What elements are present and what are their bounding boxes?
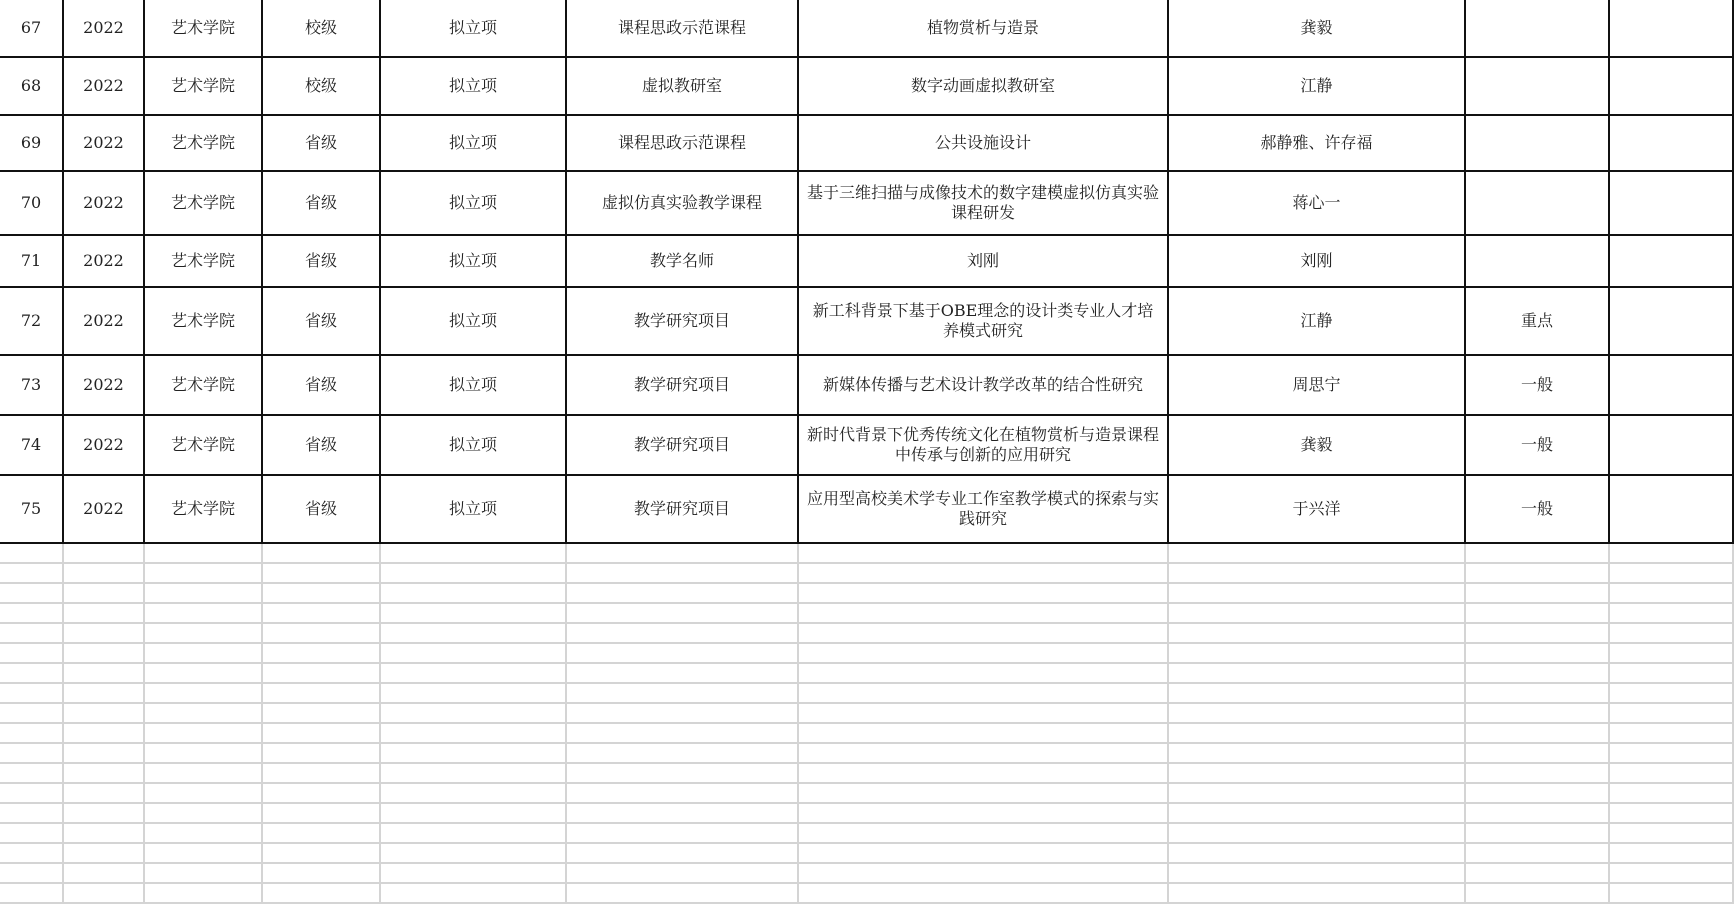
empty-row [0, 864, 1734, 884]
table-row [0, 356, 1734, 416]
empty-cell[interactable] [567, 764, 799, 784]
empty-cell[interactable] [1610, 804, 1734, 824]
empty-row [0, 724, 1734, 744]
empty-cell[interactable] [381, 664, 567, 684]
empty-cell[interactable] [64, 624, 145, 644]
empty-cell[interactable] [0, 684, 64, 704]
leader-cell[interactable]: 江静 [1169, 58, 1466, 116]
category-cell[interactable]: 重点 [1466, 288, 1610, 356]
project-name-cell[interactable]: 植物赏析与造景 [799, 0, 1169, 58]
empty-cell[interactable] [799, 744, 1169, 764]
empty-cell[interactable] [567, 564, 799, 584]
empty-row [0, 784, 1734, 804]
table-row [0, 288, 1734, 356]
empty-cell[interactable] [1610, 664, 1734, 684]
year-cell[interactable]: 2022 [64, 356, 145, 416]
empty-row [0, 804, 1734, 824]
empty-cell[interactable] [0, 644, 64, 664]
project-type-cell[interactable]: 教学名师 [567, 236, 799, 288]
project-name-cell[interactable]: 新工科背景下基于OBE理念的设计类专业人才培养模式研究 [799, 288, 1169, 356]
empty-cell[interactable] [64, 864, 145, 884]
empty-cell[interactable] [0, 784, 64, 804]
project-name-cell[interactable]: 数字动画虚拟教研室 [799, 58, 1169, 116]
notes-cell[interactable] [1610, 416, 1734, 476]
empty-cell[interactable] [1169, 584, 1466, 604]
empty-cell[interactable] [64, 844, 145, 864]
empty-cell[interactable] [1610, 884, 1734, 904]
empty-cell[interactable] [567, 824, 799, 844]
empty-cell[interactable] [1169, 704, 1466, 724]
empty-cell[interactable] [64, 564, 145, 584]
row-number-cell[interactable]: 75 [0, 476, 64, 544]
empty-cell[interactable] [1610, 704, 1734, 724]
project-name-cell[interactable]: 基于三维扫描与成像技术的数字建模虚拟仿真实验课程研发 [799, 172, 1169, 236]
empty-cell[interactable] [567, 684, 799, 704]
table-row [0, 172, 1734, 236]
empty-cell[interactable] [263, 624, 381, 644]
empty-cell[interactable] [381, 824, 567, 844]
empty-cell[interactable] [799, 884, 1169, 904]
empty-row [0, 604, 1734, 624]
empty-cell[interactable] [799, 704, 1169, 724]
empty-cell[interactable] [0, 864, 64, 884]
empty-cell[interactable] [263, 564, 381, 584]
row-number-cell[interactable]: 70 [0, 172, 64, 236]
empty-cell[interactable] [1466, 564, 1610, 584]
empty-cell[interactable] [1610, 644, 1734, 664]
empty-cell[interactable] [64, 744, 145, 764]
category-cell[interactable] [1466, 0, 1610, 58]
year-cell[interactable]: 2022 [64, 476, 145, 544]
empty-cell[interactable] [64, 604, 145, 624]
empty-cell[interactable] [799, 604, 1169, 624]
college-cell[interactable]: 艺术学院 [145, 116, 263, 172]
year-cell[interactable]: 2022 [64, 0, 145, 58]
empty-cell[interactable] [263, 724, 381, 744]
empty-cell[interactable] [263, 744, 381, 764]
notes-cell[interactable] [1610, 236, 1734, 288]
college-cell[interactable]: 艺术学院 [145, 0, 263, 58]
notes-cell[interactable] [1610, 288, 1734, 356]
empty-cell[interactable] [145, 884, 263, 904]
empty-row [0, 544, 1734, 564]
empty-cell[interactable] [381, 764, 567, 784]
empty-cell[interactable] [263, 764, 381, 784]
empty-cell[interactable] [263, 824, 381, 844]
empty-cell[interactable] [1169, 884, 1466, 904]
project-type-cell[interactable]: 教学研究项目 [567, 288, 799, 356]
empty-cell[interactable] [381, 724, 567, 744]
empty-cell[interactable] [145, 784, 263, 804]
year-cell[interactable]: 2022 [64, 58, 145, 116]
empty-cell[interactable] [263, 664, 381, 684]
empty-cell[interactable] [799, 564, 1169, 584]
empty-cell[interactable] [1466, 624, 1610, 644]
leader-cell[interactable]: 刘刚 [1169, 236, 1466, 288]
empty-cell[interactable] [64, 704, 145, 724]
project-type-cell[interactable]: 虚拟仿真实验教学课程 [567, 172, 799, 236]
empty-cell[interactable] [381, 584, 567, 604]
empty-cell[interactable] [1610, 564, 1734, 584]
row-number-cell[interactable]: 68 [0, 58, 64, 116]
table-row [0, 476, 1734, 544]
empty-cell[interactable] [567, 604, 799, 624]
empty-cell[interactable] [1169, 564, 1466, 584]
status-cell[interactable]: 拟立项 [381, 476, 567, 544]
empty-cell[interactable] [567, 784, 799, 804]
empty-cell[interactable] [799, 864, 1169, 884]
college-cell[interactable]: 艺术学院 [145, 476, 263, 544]
empty-cell[interactable] [1610, 844, 1734, 864]
project-type-cell[interactable]: 教学研究项目 [567, 476, 799, 544]
level-cell[interactable]: 省级 [263, 236, 381, 288]
empty-row [0, 664, 1734, 684]
empty-cell[interactable] [567, 844, 799, 864]
empty-row [0, 824, 1734, 844]
empty-cell[interactable] [799, 724, 1169, 744]
empty-cell[interactable] [1466, 864, 1610, 884]
status-cell[interactable]: 拟立项 [381, 236, 567, 288]
empty-cell[interactable] [799, 544, 1169, 564]
college-cell[interactable]: 艺术学院 [145, 172, 263, 236]
notes-cell[interactable] [1610, 116, 1734, 172]
table-row [0, 236, 1734, 288]
empty-cell[interactable] [1169, 844, 1466, 864]
empty-cell[interactable] [145, 664, 263, 684]
year-cell[interactable]: 2022 [64, 116, 145, 172]
level-cell[interactable]: 省级 [263, 356, 381, 416]
category-cell[interactable]: 一般 [1466, 356, 1610, 416]
empty-cell[interactable] [145, 824, 263, 844]
empty-cell[interactable] [145, 744, 263, 764]
empty-cell[interactable] [1466, 584, 1610, 604]
empty-cell[interactable] [1169, 764, 1466, 784]
empty-row [0, 684, 1734, 704]
empty-cell[interactable] [567, 724, 799, 744]
empty-row [0, 584, 1734, 604]
project-type-cell[interactable]: 虚拟教研室 [567, 58, 799, 116]
empty-cell[interactable] [1169, 684, 1466, 704]
status-cell[interactable]: 拟立项 [381, 288, 567, 356]
empty-cell[interactable] [1466, 644, 1610, 664]
empty-row [0, 624, 1734, 644]
empty-cell[interactable] [0, 724, 64, 744]
empty-cell[interactable] [1610, 724, 1734, 744]
empty-row [0, 764, 1734, 784]
empty-cell[interactable] [64, 544, 145, 564]
empty-cell[interactable] [1169, 724, 1466, 744]
empty-cell[interactable] [1466, 804, 1610, 824]
empty-cell[interactable] [1610, 584, 1734, 604]
category-cell[interactable] [1466, 236, 1610, 288]
empty-cell[interactable] [381, 604, 567, 624]
category-cell[interactable]: 一般 [1466, 476, 1610, 544]
empty-cell[interactable] [263, 804, 381, 824]
empty-cell[interactable] [0, 744, 64, 764]
empty-cell[interactable] [799, 824, 1169, 844]
status-cell[interactable]: 拟立项 [381, 356, 567, 416]
empty-cell[interactable] [1466, 684, 1610, 704]
empty-cell[interactable] [1466, 784, 1610, 804]
empty-row [0, 644, 1734, 664]
empty-cell[interactable] [381, 884, 567, 904]
empty-cell[interactable] [1169, 864, 1466, 884]
level-cell[interactable]: 省级 [263, 416, 381, 476]
empty-cell[interactable] [1169, 804, 1466, 824]
empty-cell[interactable] [1169, 664, 1466, 684]
empty-cell[interactable] [263, 844, 381, 864]
empty-cell[interactable] [263, 864, 381, 884]
empty-cell[interactable] [567, 884, 799, 904]
empty-cell[interactable] [1169, 784, 1466, 804]
leader-cell[interactable]: 龚毅 [1169, 416, 1466, 476]
row-number-cell[interactable]: 69 [0, 116, 64, 172]
empty-cell[interactable] [263, 544, 381, 564]
empty-cell[interactable] [64, 784, 145, 804]
empty-cell[interactable] [567, 804, 799, 824]
empty-cell[interactable] [64, 724, 145, 744]
empty-cell[interactable] [799, 764, 1169, 784]
empty-cell[interactable] [0, 804, 64, 824]
empty-cell[interactable] [1610, 604, 1734, 624]
leader-cell[interactable]: 周思宁 [1169, 356, 1466, 416]
level-cell[interactable]: 省级 [263, 476, 381, 544]
notes-cell[interactable] [1610, 476, 1734, 544]
project-name-cell[interactable]: 应用型高校美术学专业工作室教学模式的探索与实践研究 [799, 476, 1169, 544]
empty-cell[interactable] [145, 704, 263, 724]
empty-cell[interactable] [567, 864, 799, 884]
level-cell[interactable]: 省级 [263, 172, 381, 236]
row-number-cell[interactable]: 67 [0, 0, 64, 58]
status-cell[interactable]: 拟立项 [381, 58, 567, 116]
empty-cell[interactable] [263, 684, 381, 704]
table-row [0, 58, 1734, 116]
empty-cell[interactable] [567, 664, 799, 684]
empty-cell[interactable] [263, 884, 381, 904]
empty-cell[interactable] [64, 644, 145, 664]
empty-cell[interactable] [1466, 724, 1610, 744]
empty-cell[interactable] [799, 644, 1169, 664]
college-cell[interactable]: 艺术学院 [145, 58, 263, 116]
empty-cell[interactable] [1466, 764, 1610, 784]
empty-cell[interactable] [567, 704, 799, 724]
empty-cell[interactable] [1466, 604, 1610, 624]
empty-cell[interactable] [799, 804, 1169, 824]
empty-cell[interactable] [145, 764, 263, 784]
table-row [0, 0, 1734, 58]
empty-cell[interactable] [381, 784, 567, 804]
empty-cell[interactable] [1169, 604, 1466, 624]
college-cell[interactable]: 艺术学院 [145, 416, 263, 476]
project-name-cell[interactable]: 刘刚 [799, 236, 1169, 288]
empty-cell[interactable] [1466, 664, 1610, 684]
leader-cell[interactable]: 郝静雅、许存福 [1169, 116, 1466, 172]
notes-cell[interactable] [1610, 58, 1734, 116]
leader-cell[interactable]: 蒋心一 [1169, 172, 1466, 236]
empty-row [0, 744, 1734, 764]
project-name-cell[interactable]: 新时代背景下优秀传统文化在植物赏析与造景课程中传承与创新的应用研究 [799, 416, 1169, 476]
empty-cell[interactable] [799, 844, 1169, 864]
empty-cell[interactable] [0, 624, 64, 644]
empty-cell[interactable] [381, 544, 567, 564]
empty-cell[interactable] [145, 724, 263, 744]
notes-cell[interactable] [1610, 0, 1734, 58]
year-cell[interactable]: 2022 [64, 416, 145, 476]
empty-cell[interactable] [1610, 684, 1734, 704]
empty-cell[interactable] [381, 864, 567, 884]
empty-cell[interactable] [799, 684, 1169, 704]
level-cell[interactable]: 省级 [263, 288, 381, 356]
empty-row [0, 884, 1734, 904]
empty-cell[interactable] [381, 644, 567, 664]
empty-cell[interactable] [64, 584, 145, 604]
empty-cell[interactable] [145, 844, 263, 864]
empty-cell[interactable] [1466, 824, 1610, 844]
row-number-cell[interactable]: 72 [0, 288, 64, 356]
empty-cell[interactable] [64, 804, 145, 824]
empty-cell[interactable] [145, 604, 263, 624]
table-row [0, 416, 1734, 476]
empty-cell[interactable] [1169, 644, 1466, 664]
category-cell[interactable] [1466, 58, 1610, 116]
empty-cell[interactable] [1466, 704, 1610, 724]
row-number-cell[interactable]: 71 [0, 236, 64, 288]
empty-cell[interactable] [1466, 744, 1610, 764]
empty-cell[interactable] [567, 624, 799, 644]
empty-cell[interactable] [64, 684, 145, 704]
level-cell[interactable]: 省级 [263, 116, 381, 172]
empty-cell[interactable] [145, 644, 263, 664]
empty-cell[interactable] [145, 544, 263, 564]
leader-cell[interactable]: 江静 [1169, 288, 1466, 356]
notes-cell[interactable] [1610, 356, 1734, 416]
empty-cell[interactable] [1169, 744, 1466, 764]
empty-cell[interactable] [1610, 624, 1734, 644]
year-cell[interactable]: 2022 [64, 288, 145, 356]
category-cell[interactable]: 一般 [1466, 416, 1610, 476]
empty-cell[interactable] [64, 884, 145, 904]
table-row [0, 116, 1734, 172]
empty-cell[interactable] [381, 564, 567, 584]
empty-cell[interactable] [263, 704, 381, 724]
empty-cell[interactable] [567, 544, 799, 564]
empty-cell[interactable] [381, 744, 567, 764]
status-cell[interactable]: 拟立项 [381, 116, 567, 172]
project-name-cell[interactable]: 公共设施设计 [799, 116, 1169, 172]
empty-row [0, 844, 1734, 864]
empty-cell[interactable] [1466, 884, 1610, 904]
empty-cell[interactable] [1466, 544, 1610, 564]
category-cell[interactable] [1466, 172, 1610, 236]
empty-cell[interactable] [0, 544, 64, 564]
empty-cell[interactable] [145, 564, 263, 584]
empty-cell[interactable] [263, 604, 381, 624]
empty-cell[interactable] [1169, 624, 1466, 644]
empty-cell[interactable] [0, 884, 64, 904]
empty-cell[interactable] [799, 784, 1169, 804]
row-number-cell[interactable]: 74 [0, 416, 64, 476]
status-cell[interactable]: 拟立项 [381, 416, 567, 476]
empty-cell[interactable] [381, 704, 567, 724]
empty-cell[interactable] [0, 564, 64, 584]
empty-cell[interactable] [1610, 744, 1734, 764]
empty-cell[interactable] [1610, 864, 1734, 884]
project-type-cell[interactable]: 课程思政示范课程 [567, 116, 799, 172]
status-cell[interactable]: 拟立项 [381, 172, 567, 236]
empty-cell[interactable] [0, 664, 64, 684]
empty-cell[interactable] [1169, 544, 1466, 564]
empty-cell[interactable] [1610, 824, 1734, 844]
status-cell[interactable]: 拟立项 [381, 0, 567, 58]
college-cell[interactable]: 艺术学院 [145, 288, 263, 356]
level-cell[interactable]: 校级 [263, 58, 381, 116]
empty-cell[interactable] [263, 644, 381, 664]
category-cell[interactable] [1466, 116, 1610, 172]
empty-cell[interactable] [64, 824, 145, 844]
empty-cell[interactable] [799, 624, 1169, 644]
empty-cell[interactable] [145, 804, 263, 824]
level-cell[interactable]: 校级 [263, 0, 381, 58]
empty-cell[interactable] [381, 684, 567, 704]
college-cell[interactable]: 艺术学院 [145, 236, 263, 288]
leader-cell[interactable]: 于兴洋 [1169, 476, 1466, 544]
empty-cell[interactable] [145, 584, 263, 604]
empty-cell[interactable] [567, 744, 799, 764]
empty-cell[interactable] [263, 584, 381, 604]
project-type-cell[interactable]: 教学研究项目 [567, 356, 799, 416]
year-cell[interactable]: 2022 [64, 172, 145, 236]
empty-cell[interactable] [0, 704, 64, 724]
college-cell[interactable]: 艺术学院 [145, 356, 263, 416]
empty-cell[interactable] [799, 584, 1169, 604]
empty-cell[interactable] [381, 624, 567, 644]
notes-cell[interactable] [1610, 172, 1734, 236]
empty-cell[interactable] [1610, 544, 1734, 564]
year-cell[interactable]: 2022 [64, 236, 145, 288]
project-type-cell[interactable]: 课程思政示范课程 [567, 0, 799, 58]
empty-cell[interactable] [0, 844, 64, 864]
empty-cell[interactable] [145, 624, 263, 644]
project-name-cell[interactable]: 新媒体传播与艺术设计教学改革的结合性研究 [799, 356, 1169, 416]
empty-cell[interactable] [381, 844, 567, 864]
project-type-cell[interactable]: 教学研究项目 [567, 416, 799, 476]
empty-cell[interactable] [0, 764, 64, 784]
empty-cell[interactable] [0, 604, 64, 624]
empty-cell[interactable] [0, 584, 64, 604]
empty-cell[interactable] [145, 684, 263, 704]
empty-cell[interactable] [64, 664, 145, 684]
empty-cell[interactable] [567, 644, 799, 664]
leader-cell[interactable]: 龚毅 [1169, 0, 1466, 58]
empty-cell[interactable] [0, 824, 64, 844]
empty-cell[interactable] [1610, 784, 1734, 804]
empty-row [0, 704, 1734, 724]
empty-cell[interactable] [1610, 764, 1734, 784]
empty-cell[interactable] [799, 664, 1169, 684]
empty-row [0, 564, 1734, 584]
empty-cell[interactable] [381, 804, 567, 824]
empty-cell[interactable] [263, 784, 381, 804]
empty-cell[interactable] [64, 764, 145, 784]
empty-cell[interactable] [145, 864, 263, 884]
empty-cell[interactable] [1169, 824, 1466, 844]
empty-cell[interactable] [1466, 844, 1610, 864]
row-number-cell[interactable]: 73 [0, 356, 64, 416]
empty-cell[interactable] [567, 584, 799, 604]
